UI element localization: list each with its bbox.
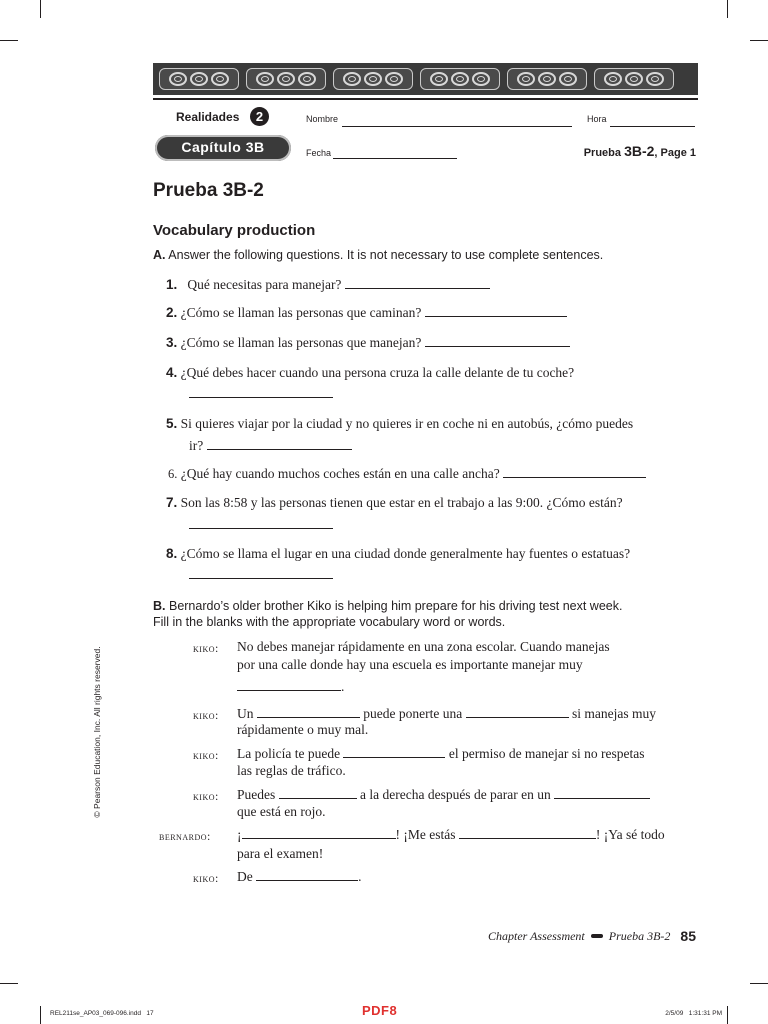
- crop-mark: [727, 1006, 728, 1024]
- copyright-notice: © Pearson Education, Inc. All rights reserved.: [92, 646, 102, 818]
- footer-assessment: Chapter Assessment: [487, 928, 585, 943]
- footer-prueba: Prueba 3B-2: [608, 928, 671, 943]
- question-3: 3. ¿Cómo se llaman las personas que manejan?: [166, 334, 570, 351]
- speaker-label: bernardo:: [159, 829, 211, 843]
- dialogue-line: por una calle donde hay una escuela es importante manejar muy: [237, 657, 583, 672]
- date-label: Fecha: [306, 148, 332, 158]
- answer-blank[interactable]: [425, 315, 567, 317]
- section-heading: Vocabulary production: [153, 222, 316, 239]
- name-label: Nombre: [306, 114, 339, 124]
- crop-mark: [750, 40, 768, 41]
- answer-blank[interactable]: [466, 716, 569, 718]
- question-7: 7. Son las 8:58 y las personas tienen que estar en el trabajo a las 9:00. ¿Cómo están?: [166, 495, 623, 510]
- answer-blank[interactable]: [345, 287, 490, 289]
- answer-blank[interactable]: [554, 797, 650, 799]
- answer-blank[interactable]: [257, 716, 360, 718]
- dialogue-line: las reglas de tráfico.: [237, 763, 346, 778]
- answer-blank[interactable]: [207, 448, 352, 450]
- answer-blank[interactable]: [189, 528, 333, 529]
- page-footer: [488, 928, 696, 944]
- banner-underline: [153, 98, 698, 100]
- section-b-instructions: B. Bernardo’s older brother Kiko is helping him prepare for his driving test next week. Fill in the blanks with the appropriate vocabulary word or words.: [153, 599, 623, 629]
- crop-mark: [40, 1006, 41, 1024]
- crop-mark: [727, 0, 728, 18]
- page-number: 85: [680, 928, 696, 944]
- slug-date: 2/5/09 1:31:31 PM: [665, 1010, 722, 1017]
- dialogue-line: que está en rojo.: [237, 804, 326, 819]
- footer-dash: [591, 934, 603, 938]
- banner-tile: [594, 68, 674, 90]
- answer-blank[interactable]: [237, 689, 341, 691]
- dialogue-line: Un puede ponerte una si manejas muy: [237, 706, 656, 721]
- banner-tile: [420, 68, 500, 90]
- question-2: 2. ¿Cómo se llaman las personas que caminan?: [166, 304, 567, 321]
- dialogue-line: para el examen!: [237, 846, 324, 861]
- answer-blank[interactable]: [503, 476, 646, 478]
- section-a-instructions: A. Answer the following questions. It is not necessary to use complete sentences.: [153, 248, 604, 262]
- dialogue-line: ¡ ! ¡Me estás ! ¡Ya sé todo: [237, 827, 665, 842]
- answer-blank[interactable]: [189, 397, 333, 398]
- slug-pdf-badge: PDF8: [362, 1003, 398, 1018]
- dialogue-line: La policía te puede el permiso de manejar si no respetas: [237, 746, 645, 761]
- question-4: 4. ¿Qué debes hacer cuando una persona cruza la calle delante de tu coche?: [166, 365, 575, 380]
- dialogue-line: .: [237, 678, 344, 695]
- series-number-badge: 2: [250, 107, 269, 126]
- crop-mark: [0, 983, 18, 984]
- decorative-banner: [153, 63, 698, 95]
- question-8: 8. ¿Cómo se llama el lugar en una ciudad donde generalmente hay fuentes o estatuas?: [166, 546, 631, 561]
- answer-blank[interactable]: [279, 797, 357, 799]
- banner-tile: [333, 68, 413, 90]
- page-reference: Prueba 3B-2, Page 1: [583, 143, 696, 159]
- slug-file: REL211se_AP03_069-096.indd 17: [50, 1010, 154, 1017]
- question-5: 5. Si quieres viajar por la ciudad y no quieres ir en coche ni en autobús, ¿cómo puedes: [166, 416, 634, 431]
- question-5-cont: ir?: [189, 437, 352, 454]
- page-title: Prueba 3B-2: [153, 180, 264, 201]
- dialogue-line: Puedes a la derecha después de parar en un: [237, 786, 650, 803]
- question-6: 6. ¿Qué hay cuando muchos coches están en una calle ancha?: [168, 465, 646, 483]
- hour-label: Hora: [587, 114, 607, 124]
- dialogue-line: No debes manejar rápidamente en una zona escolar. Cuando manejas: [237, 639, 610, 654]
- answer-blank[interactable]: [343, 756, 445, 758]
- answer-blank[interactable]: [459, 837, 596, 839]
- answer-blank[interactable]: [425, 345, 570, 347]
- crop-mark: [750, 983, 768, 984]
- banner-tile: [159, 68, 239, 90]
- question-1: 1. Qué necesitas para manejar?: [166, 276, 490, 293]
- speaker-label: kiko:: [193, 789, 219, 803]
- dialogue-line: rápidamente o muy mal.: [237, 722, 369, 737]
- speaker-label: kiko:: [193, 641, 219, 655]
- speaker-label: kiko:: [193, 708, 219, 722]
- chapter-label: Capítulo 3B: [181, 139, 265, 155]
- answer-blank[interactable]: [242, 837, 396, 839]
- speaker-label: kiko:: [193, 871, 219, 885]
- name-line: [342, 126, 572, 127]
- series-label: Realidades: [176, 110, 240, 124]
- speaker-label: kiko:: [193, 748, 219, 762]
- dialogue-line: De .: [237, 869, 362, 884]
- answer-blank[interactable]: [189, 578, 333, 579]
- hour-line: [610, 126, 695, 127]
- crop-mark: [40, 0, 41, 18]
- banner-tile: [246, 68, 326, 90]
- answer-blank[interactable]: [256, 879, 358, 881]
- banner-tile: [507, 68, 587, 90]
- crop-mark: [0, 40, 18, 41]
- date-line: [333, 158, 457, 159]
